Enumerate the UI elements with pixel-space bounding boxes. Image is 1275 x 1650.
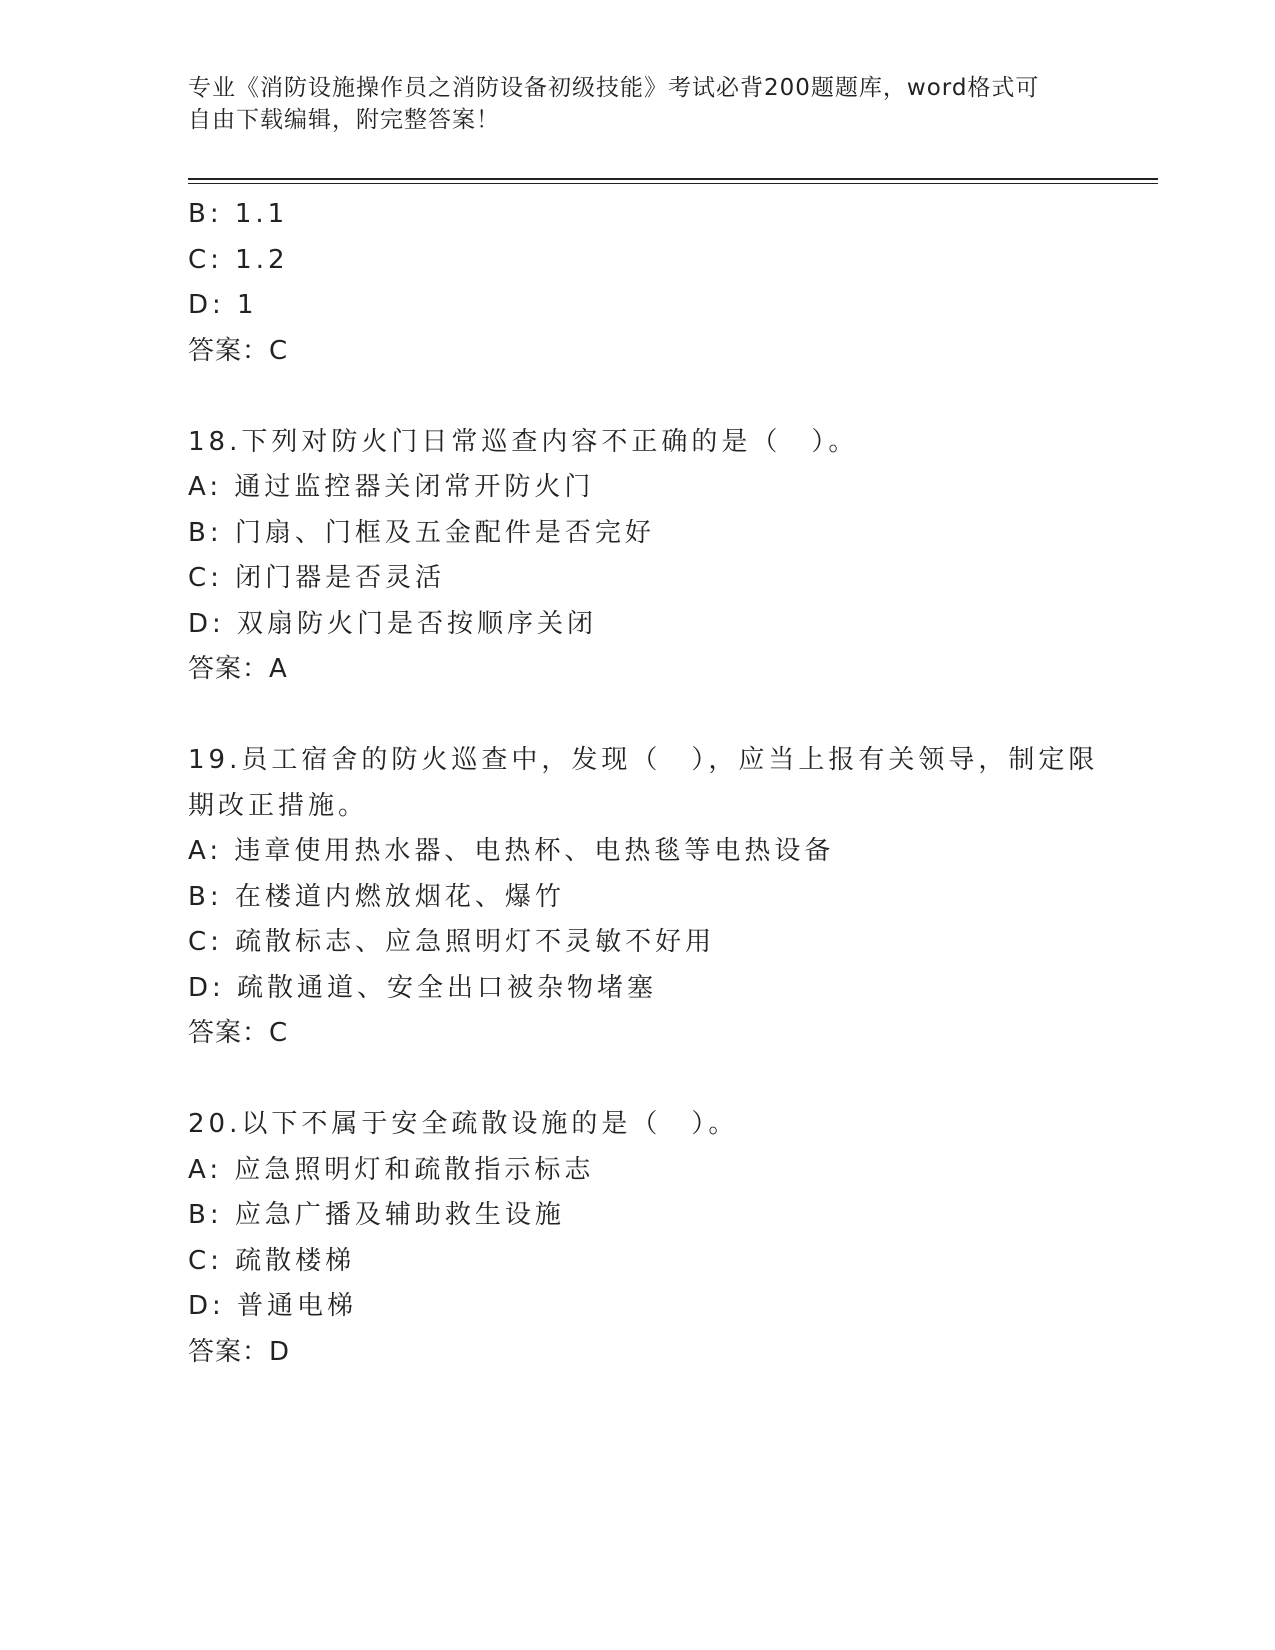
question-20 bbox=[188, 1102, 1088, 1375]
option-a: A: 通过监控器关闭常开防火门 bbox=[188, 472, 595, 502]
option-b: B: 门扇、门框及五金配件是否完好 bbox=[188, 517, 655, 548]
question-17-tail bbox=[188, 192, 1088, 374]
question-18 bbox=[188, 420, 1088, 693]
answer-line: 答案：C bbox=[188, 335, 289, 366]
question-stem: 18.下列对防火门日常巡查内容不正确的是（ ）。 bbox=[188, 426, 859, 457]
header-divider-thin bbox=[188, 183, 1158, 184]
question-19 bbox=[188, 738, 1099, 1057]
option-d: D: 1 bbox=[188, 290, 258, 320]
option-c: C: 1.2 bbox=[188, 244, 289, 275]
option-d: D: 双扇防火门是否按顺序关闭 bbox=[188, 608, 598, 639]
header-title-line2: 自由下载编辑，附完整答案！ bbox=[188, 107, 500, 133]
answer-line: 答案：A bbox=[188, 654, 288, 684]
answer-line: 答案：D bbox=[188, 1336, 291, 1367]
spacer bbox=[188, 1057, 1088, 1103]
question-stem-line1: 19.员工宿舍的防火巡查中，发现（ ），应当上报有关领导，制定限 bbox=[188, 745, 1099, 775]
option-a: A: 违章使用热水器、电热杯、电热毯等电热设备 bbox=[188, 836, 835, 866]
document-header bbox=[188, 72, 1088, 136]
option-b: B: 应急广播及辅助救生设施 bbox=[188, 1200, 565, 1230]
option-c: C: 闭门器是否灵活 bbox=[188, 563, 446, 593]
option-c: C: 疏散楼梯 bbox=[188, 1245, 356, 1276]
spacer bbox=[188, 693, 1088, 739]
answer-line: 答案：C bbox=[188, 1018, 289, 1048]
option-b: B: 1.1 bbox=[188, 199, 289, 229]
question-list bbox=[188, 192, 1099, 1375]
option-b: B: 在楼道内燃放烟花、爆竹 bbox=[188, 881, 565, 912]
option-a: A: 应急照明灯和疏散指示标志 bbox=[188, 1154, 595, 1185]
option-d: D: 普通电梯 bbox=[188, 1291, 358, 1321]
question-stem-line2: 期改正措施。 bbox=[188, 790, 369, 821]
spacer bbox=[188, 374, 1088, 420]
question-stem: 20.以下不属于安全疏散设施的是（ ）。 bbox=[188, 1109, 739, 1139]
header-divider-thick bbox=[188, 178, 1158, 180]
option-d: D: 疏散通道、安全出口被杂物堵塞 bbox=[188, 972, 658, 1003]
header-title-line1: 专业《消防设施操作员之消防设备初级技能》考试必背200题题库，word格式可 bbox=[188, 75, 1040, 101]
option-c: C: 疏散标志、应急照明灯不灵敏不好用 bbox=[188, 927, 716, 957]
